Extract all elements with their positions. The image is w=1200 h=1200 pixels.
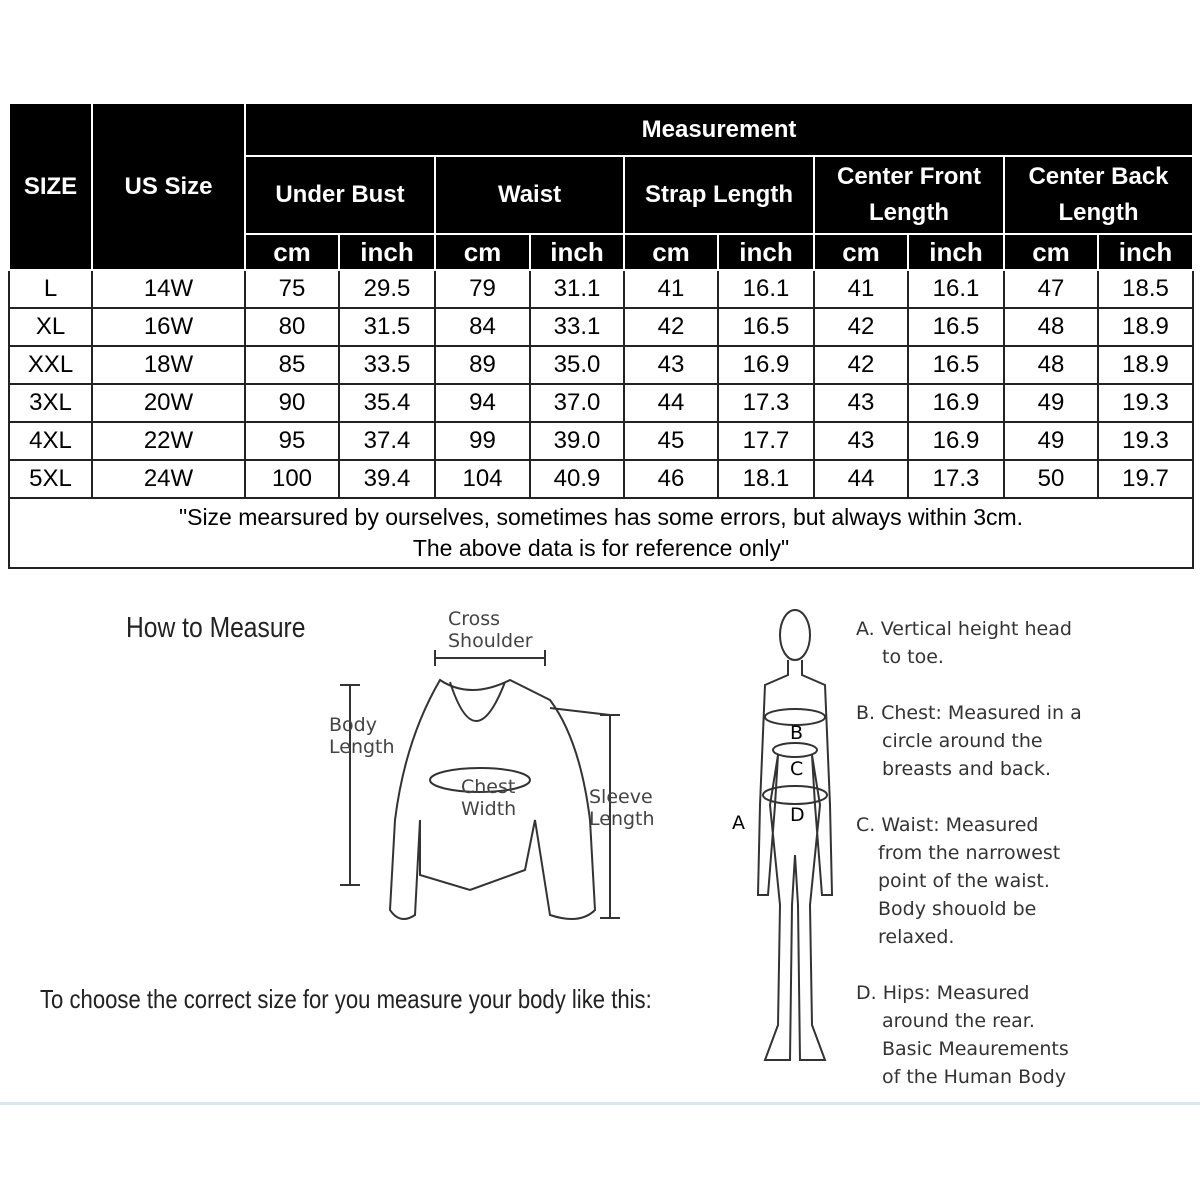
- table-cell: 95: [245, 422, 339, 460]
- table-cell: 16.1: [908, 270, 1004, 308]
- size-chart-table: [8, 102, 1194, 569]
- table-cell: 20W: [92, 384, 245, 422]
- table-row: [9, 422, 1193, 460]
- table-cell: 29.5: [339, 270, 435, 308]
- label-line: Chest: [461, 776, 516, 798]
- item-line: A. Vertical height head: [856, 618, 1072, 640]
- table-cell: 39.0: [530, 422, 624, 460]
- group-header: Strap Length: [624, 156, 814, 234]
- unit-header: cm: [814, 234, 908, 270]
- table-cell: 16.9: [908, 422, 1004, 460]
- measure-item-b: [856, 699, 1082, 783]
- table-row: [9, 270, 1193, 308]
- body-figure-diagram: [750, 605, 850, 1075]
- table-cell: 17.7: [718, 422, 814, 460]
- body-length-label: [329, 714, 395, 758]
- table-cell: 80: [245, 308, 339, 346]
- note-row: [9, 498, 1193, 568]
- table-cell: 50: [1004, 460, 1098, 498]
- table-cell: 39.4: [339, 460, 435, 498]
- table-row: [9, 346, 1193, 384]
- table-cell: 3XL: [9, 384, 92, 422]
- table-cell: 17.3: [718, 384, 814, 422]
- note-line: The above data is for reference only": [412, 535, 790, 561]
- table-cell: 18.9: [1098, 346, 1193, 384]
- table-cell: 31.1: [530, 270, 624, 308]
- table-cell: 43: [814, 384, 908, 422]
- group-header: Waist: [435, 156, 624, 234]
- table-cell: 14W: [92, 270, 245, 308]
- table-cell: 33.5: [339, 346, 435, 384]
- table-cell: 24W: [92, 460, 245, 498]
- table-cell: 46: [624, 460, 718, 498]
- disclaimer-note: [9, 498, 1193, 568]
- table-cell: 5XL: [9, 460, 92, 498]
- table-cell: 44: [624, 384, 718, 422]
- table-cell: 42: [814, 346, 908, 384]
- label-line: Cross: [448, 608, 501, 630]
- group-header: Center Front Length: [814, 156, 1004, 234]
- table-cell: 18.9: [1098, 308, 1193, 346]
- table-cell: 16.9: [908, 384, 1004, 422]
- table-cell: 18W: [92, 346, 245, 384]
- table-cell: 16.1: [718, 270, 814, 308]
- item-line: of the Human Body: [882, 1066, 1067, 1088]
- marker-a: A: [732, 812, 745, 834]
- marker-c: C: [790, 758, 804, 780]
- table-cell: 47: [1004, 270, 1098, 308]
- table-cell: 75: [245, 270, 339, 308]
- table-cell: 49: [1004, 422, 1098, 460]
- table-row: [9, 384, 1193, 422]
- item-line: Body shouold be: [878, 898, 1037, 920]
- item-line: around the rear.: [882, 1010, 1035, 1032]
- table-cell: 94: [435, 384, 530, 422]
- table-cell: 16.5: [718, 308, 814, 346]
- unit-header: inch: [1098, 234, 1193, 270]
- us-size-header: US Size: [92, 103, 245, 270]
- label-line: Width: [461, 798, 517, 820]
- table-cell: 19.3: [1098, 384, 1193, 422]
- chest-width-label: [461, 776, 516, 820]
- measure-item-c: [856, 811, 1060, 951]
- unit-header: inch: [339, 234, 435, 270]
- item-line: to toe.: [882, 646, 944, 668]
- how-to-measure-title: How to Measure: [126, 612, 306, 644]
- table-cell: 44: [814, 460, 908, 498]
- unit-header: inch: [908, 234, 1004, 270]
- divider: [0, 1102, 1200, 1105]
- marker-b: B: [790, 722, 804, 744]
- table-cell: 35.0: [530, 346, 624, 384]
- how-to-measure-section: [0, 580, 1200, 1110]
- table-cell: 90: [245, 384, 339, 422]
- table-cell: 42: [624, 308, 718, 346]
- label-line: Body: [329, 714, 377, 736]
- unit-header: inch: [530, 234, 624, 270]
- item-line: Basic Meaurements: [882, 1038, 1069, 1060]
- size-header: SIZE: [9, 103, 92, 270]
- measurement-header: Measurement: [245, 103, 1193, 156]
- unit-header: cm: [624, 234, 718, 270]
- table-cell: 33.1: [530, 308, 624, 346]
- label-line: Shoulder: [448, 630, 533, 652]
- cross-shoulder-label: [448, 608, 533, 652]
- unit-header: inch: [718, 234, 814, 270]
- table-cell: 104: [435, 460, 530, 498]
- table-cell: 42: [814, 308, 908, 346]
- group-header: Center Back Length: [1004, 156, 1193, 234]
- table-cell: 19.7: [1098, 460, 1193, 498]
- table-cell: 89: [435, 346, 530, 384]
- measure-item-d: [856, 979, 1069, 1091]
- table-cell: 16.5: [908, 308, 1004, 346]
- sleeve-length-label: [589, 786, 655, 830]
- table-cell: 37.4: [339, 422, 435, 460]
- table-cell: 85: [245, 346, 339, 384]
- table-cell: 79: [435, 270, 530, 308]
- table-cell: 40.9: [530, 460, 624, 498]
- unit-header: cm: [435, 234, 530, 270]
- item-line: circle around the: [882, 730, 1043, 752]
- table-cell: 19.3: [1098, 422, 1193, 460]
- item-line: breasts and back.: [882, 758, 1052, 780]
- table-cell: 35.4: [339, 384, 435, 422]
- label-line: Sleeve: [589, 786, 653, 808]
- table-cell: 22W: [92, 422, 245, 460]
- choose-size-instruction: To choose the correct size for you measure your body like this:: [40, 984, 652, 1014]
- table-cell: 31.5: [339, 308, 435, 346]
- table-cell: 43: [814, 422, 908, 460]
- table-cell: 84: [435, 308, 530, 346]
- table-cell: 100: [245, 460, 339, 498]
- table-cell: 99: [435, 422, 530, 460]
- item-line: B. Chest: Measured in a: [856, 702, 1082, 724]
- table-cell: 18.5: [1098, 270, 1193, 308]
- table-cell: 17.3: [908, 460, 1004, 498]
- unit-header: cm: [245, 234, 339, 270]
- table-cell: 41: [624, 270, 718, 308]
- table-cell: 48: [1004, 346, 1098, 384]
- unit-header: cm: [1004, 234, 1098, 270]
- table-row: [9, 460, 1193, 498]
- table-cell: 48: [1004, 308, 1098, 346]
- table-cell: L: [9, 270, 92, 308]
- table-cell: 16W: [92, 308, 245, 346]
- table-cell: 49: [1004, 384, 1098, 422]
- label-line: Length: [329, 736, 395, 758]
- item-line: C. Waist: Measured: [856, 814, 1039, 836]
- marker-d: D: [790, 804, 805, 826]
- table-cell: 37.0: [530, 384, 624, 422]
- table-cell: 45: [624, 422, 718, 460]
- item-line: point of the waist.: [878, 870, 1050, 892]
- item-line: from the narrowest: [878, 842, 1061, 864]
- table-cell: 41: [814, 270, 908, 308]
- table-cell: 16.9: [718, 346, 814, 384]
- note-line: "Size mearsured by ourselves, sometimes has some errors, but always within 3cm.: [178, 504, 1024, 530]
- measure-item-a: [856, 615, 1072, 671]
- table-row: [9, 308, 1193, 346]
- table-cell: 43: [624, 346, 718, 384]
- table-cell: 16.5: [908, 346, 1004, 384]
- table-cell: XL: [9, 308, 92, 346]
- table-cell: XXL: [9, 346, 92, 384]
- group-header: Under Bust: [245, 156, 435, 234]
- item-line: relaxed.: [878, 926, 955, 948]
- table-cell: 18.1: [718, 460, 814, 498]
- table-cell: 4XL: [9, 422, 92, 460]
- label-line: Length: [589, 808, 655, 830]
- item-line: D. Hips: Measured: [856, 982, 1030, 1004]
